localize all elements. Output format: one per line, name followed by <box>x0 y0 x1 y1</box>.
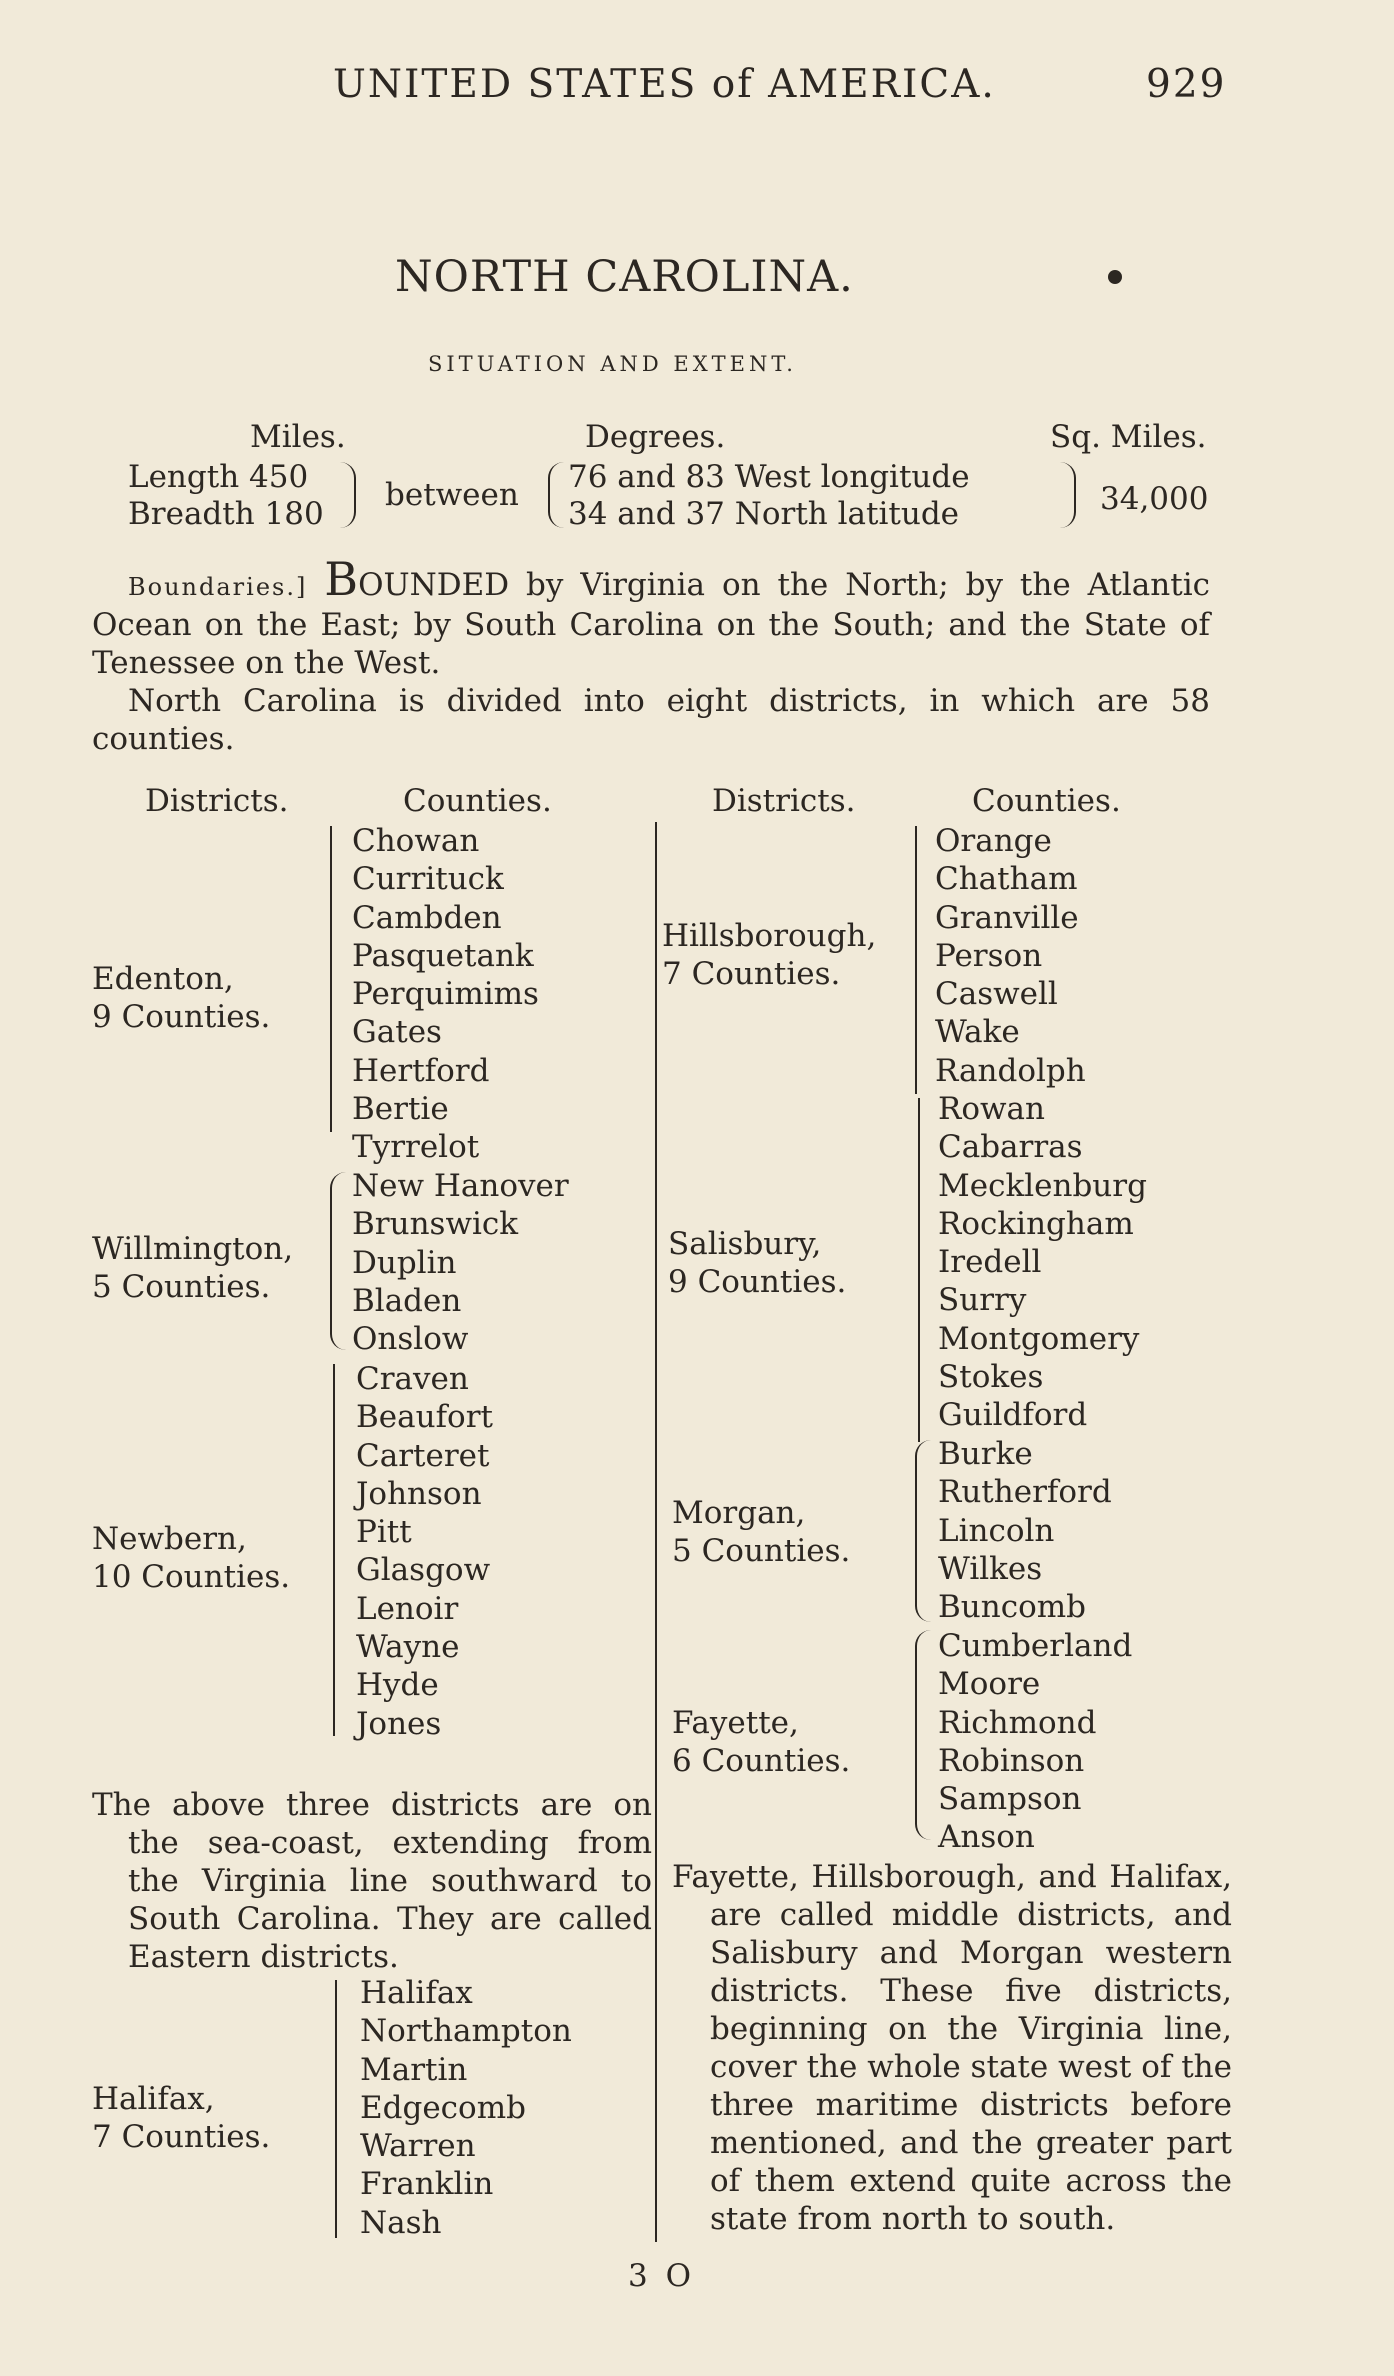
boundaries-label: Boundaries.] <box>128 573 308 601</box>
list-item: Tyrrelot <box>352 1129 480 1166</box>
county-brace <box>330 1172 346 1350</box>
list-item: Buncomb <box>938 1589 1086 1626</box>
list-item: Craven <box>356 1361 469 1397</box>
district-count: 6 Counties. <box>672 1743 851 1779</box>
list-item: Cumberland <box>938 1628 1133 1664</box>
list-item: Mecklenburg <box>938 1167 1147 1204</box>
longitude-row: 76 and 83 West longitude <box>568 459 970 495</box>
list-item: Beaufort <box>356 1399 493 1436</box>
districts-header-left: Districts. <box>145 783 289 819</box>
list-item: Guildford <box>938 1397 1088 1434</box>
county-list <box>352 1167 569 1358</box>
list-item: Cabarras <box>938 1129 1083 1166</box>
latitude-row: 34 and 37 North latitude <box>568 496 960 532</box>
list-item: Bertie <box>352 1091 449 1128</box>
right-brace <box>340 462 356 528</box>
list-item: Hyde <box>356 1667 439 1704</box>
list-item: Burke <box>938 1436 1033 1472</box>
county-list <box>938 1627 1132 1857</box>
list-item: Pitt <box>356 1514 412 1551</box>
county-list <box>360 1974 572 2242</box>
list-item: Carteret <box>356 1437 490 1474</box>
district-name: Hillsborough, <box>662 918 877 954</box>
list-item: Onslow <box>352 1321 469 1358</box>
list-item: Franklin <box>360 2166 494 2203</box>
county-brace <box>915 1630 931 1840</box>
running-title: UNITED STATES of AMERICA. <box>333 62 996 107</box>
counties-header-right: Counties. <box>972 783 1121 819</box>
list-item: Wake <box>935 1014 1020 1051</box>
eastern-districts-note: The above three districts are on the sea-coast, extending from the Virginia line southward to South Carolina. They are called Eastern districts. <box>92 1787 652 1975</box>
list-item: Brunswick <box>352 1206 519 1243</box>
drop-letter: B <box>324 552 359 606</box>
county-list <box>938 1435 1112 1626</box>
length-row: Length 450 <box>128 459 309 495</box>
between-word: between <box>385 477 519 513</box>
list-item: Lincoln <box>938 1512 1055 1549</box>
district-name: Fayette, <box>672 1705 799 1741</box>
list-item: Stokes <box>938 1359 1044 1396</box>
list-item: Perquimims <box>352 976 539 1013</box>
list-item: Rutherford <box>938 1474 1112 1511</box>
list-item: Halifax <box>360 1975 473 2011</box>
district-count: 7 Counties. <box>662 956 841 992</box>
ink-blot-decoration <box>1108 270 1122 284</box>
county-brace <box>918 1098 920 1442</box>
district-count: 10 Counties. <box>92 1559 291 1595</box>
list-item: Currituck <box>352 861 504 898</box>
county-brace <box>915 826 917 1094</box>
district-count: 7 Counties. <box>92 2119 271 2155</box>
district-count: 5 Counties. <box>672 1533 851 1569</box>
list-item: Rockingham <box>938 1205 1134 1242</box>
section-subtitle: SITUATION AND EXTENT. <box>428 352 797 376</box>
list-item: Iredell <box>938 1244 1042 1281</box>
list-item: Northampton <box>360 2013 572 2050</box>
breadth-row: Breadth 180 <box>128 496 324 532</box>
district-name: Edenton, <box>92 961 234 997</box>
column-divider <box>655 822 657 2242</box>
list-item: Jones <box>356 1705 442 1742</box>
district-count: 9 Counties. <box>668 1264 847 1300</box>
district-name: Willmington, <box>92 1231 294 1267</box>
list-item: Montgomery <box>938 1320 1140 1357</box>
list-item: Lenoir <box>356 1590 459 1627</box>
boundaries-text: OUNDED by Virginia on the North; by the Atlantic Ocean on the East; by South Carolina on the South; and the State of Tenessee on the West. <box>92 567 1210 681</box>
list-item: Cambden <box>352 899 502 936</box>
middle-districts-note: Fayette, Hillsborough, and Halifax, are called middle districts, and Salisbury and Morgan western districts. These five districts, beginning on the Virginia line, cover the whole state west of the three maritime districts before mentioned, and the greater part of them extend quite across the state from north to south. <box>672 1859 1232 2237</box>
list-item: Edgecomb <box>360 2089 526 2126</box>
district-count: 5 Counties. <box>92 1269 271 1305</box>
left-brace <box>548 462 564 528</box>
page-title: NORTH CAROLINA. <box>395 252 854 302</box>
list-item: Richmond <box>938 1704 1097 1741</box>
division-paragraph: North Carolina is divided into eight districts, in which are 58 counties. <box>92 683 1210 757</box>
districts-header-right: Districts. <box>712 783 856 819</box>
list-item: Orange <box>935 823 1052 859</box>
list-item: Randolph <box>935 1052 1086 1089</box>
list-item: Chatham <box>935 861 1078 898</box>
list-item: Surry <box>938 1282 1027 1319</box>
list-item: Gates <box>352 1014 442 1051</box>
list-item: Hertford <box>352 1052 490 1089</box>
list-item: Chowan <box>352 823 480 859</box>
district-name: Morgan, <box>672 1495 806 1531</box>
list-item: Anson <box>938 1819 1035 1856</box>
county-brace <box>335 1980 337 2238</box>
boundaries-paragraph <box>92 552 1210 682</box>
list-item: Sampson <box>938 1781 1082 1818</box>
sq-miles-value: 34,000 <box>1100 481 1209 517</box>
district-name: Newbern, <box>92 1521 247 1557</box>
list-item: Glasgow <box>356 1552 491 1589</box>
district-count: 9 Counties. <box>92 999 271 1035</box>
county-list <box>352 822 539 1167</box>
sq-miles-label: Sq. Miles. <box>1050 419 1207 455</box>
signature-mark: 3 O <box>628 2258 695 2294</box>
list-item: Person <box>935 937 1043 974</box>
county-brace <box>330 826 332 1132</box>
list-item: Caswell <box>935 976 1058 1013</box>
county-list <box>938 1090 1147 1435</box>
list-item: Moore <box>938 1666 1041 1703</box>
county-list <box>935 822 1086 1090</box>
list-item: Wilkes <box>938 1550 1043 1587</box>
district-name: Salisbury, <box>668 1226 822 1262</box>
list-item: Rowan <box>938 1091 1045 1127</box>
list-item: Robinson <box>938 1742 1085 1779</box>
page-number: 929 <box>1146 62 1227 107</box>
right-brace <box>1060 462 1076 528</box>
list-item: Warren <box>360 2128 476 2165</box>
district-name: Halifax, <box>92 2081 215 2117</box>
list-item: Martin <box>360 2051 468 2088</box>
list-item: Johnson <box>356 1475 482 1512</box>
list-item: Granville <box>935 899 1079 936</box>
list-item: Nash <box>360 2204 442 2241</box>
miles-label: Miles. <box>250 419 346 455</box>
degrees-label: Degrees. <box>585 419 726 455</box>
list-item: Pasquetank <box>352 937 534 974</box>
county-list <box>356 1360 493 1743</box>
counties-header-left: Counties. <box>403 783 552 819</box>
county-brace <box>333 1364 335 1736</box>
list-item: Bladen <box>352 1282 462 1319</box>
list-item: Wayne <box>356 1629 460 1666</box>
list-item: Duplin <box>352 1244 457 1281</box>
list-item: New Hanover <box>352 1168 569 1204</box>
county-brace <box>915 1440 931 1622</box>
